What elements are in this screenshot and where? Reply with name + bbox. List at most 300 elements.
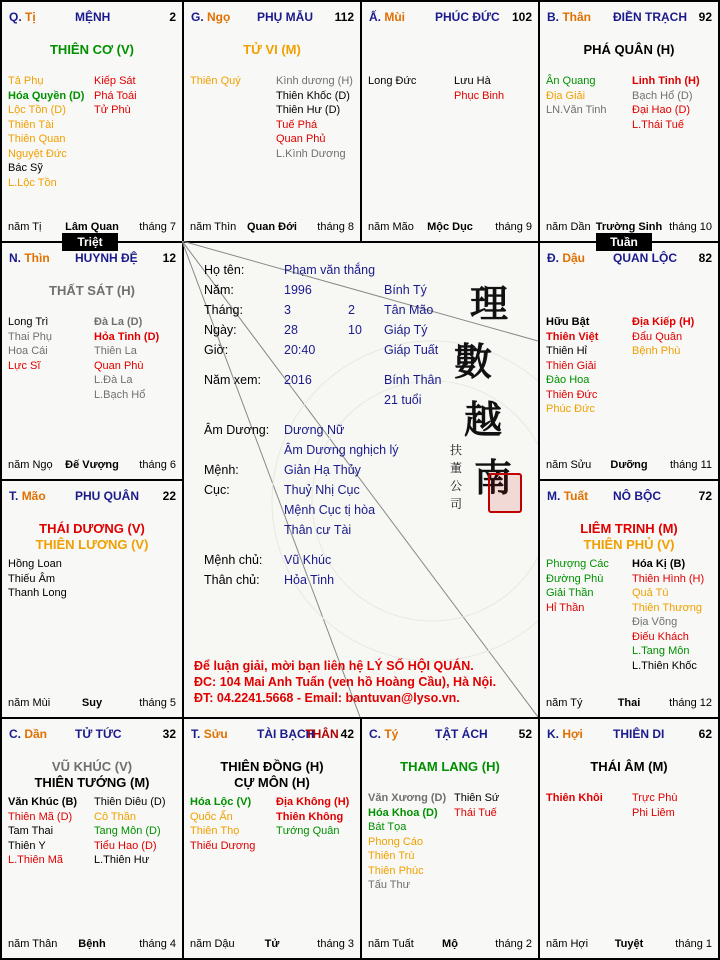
palace-header (547, 251, 712, 267)
minor-star: Thiên Việt (546, 330, 599, 343)
palace-branch: Tuất (563, 489, 589, 503)
palace-than (538, 0, 720, 243)
palace-mao (0, 479, 184, 719)
palace-year: năm Mão (368, 221, 414, 233)
palace-can: T. (9, 489, 19, 503)
main-stars (2, 283, 182, 299)
main-stars (2, 521, 182, 553)
minor-stars-right (632, 315, 694, 359)
palace-stage: Bệnh (78, 938, 106, 950)
palace-age (335, 10, 354, 24)
palace-suu (182, 717, 362, 960)
palace-ty (0, 0, 184, 243)
minor-star: Quan Phù (94, 359, 144, 372)
cuc-value: Thuỷ Nhị Cục (284, 483, 360, 497)
palace-name: TẬT ÁCH (435, 727, 488, 741)
palace-year: năm Hợi (546, 938, 589, 950)
minor-star: Văn Xương (D) (368, 792, 447, 804)
palace-age (699, 10, 712, 24)
minor-star: Thiên Quan (8, 133, 66, 145)
minor-stars-left (8, 795, 77, 868)
minor-stars-left (546, 557, 609, 615)
day-label: Ngày: (204, 323, 237, 337)
minor-star: Cô Thần (94, 810, 136, 823)
minor-star: Kình dương (H) (276, 75, 353, 87)
minor-stars-left (8, 74, 84, 190)
minor-star: Lưu Hà (454, 75, 491, 87)
palace-stage: Dưỡng (610, 459, 648, 471)
palace-year: năm Sửu (546, 459, 592, 471)
year-label: Năm: (204, 283, 234, 297)
main-star: TỬ VI (M) (243, 42, 301, 57)
palace-canchi (369, 10, 405, 24)
main-star: PHÁ QUÂN (H) (583, 42, 675, 57)
palace-can: M. (547, 489, 561, 503)
palace-footer (8, 459, 176, 473)
palace-stage: Suy (81, 697, 103, 709)
palace-header (547, 727, 712, 743)
palace-branch: Tị (25, 10, 36, 24)
palace-age-value: 52 (518, 727, 532, 741)
minor-star: Phong Cáo (368, 835, 424, 848)
minor-star: Thiên Diêu (D) (94, 796, 166, 808)
palace-canchi (547, 251, 585, 265)
main-star: THÁI DƯƠNG (V) (39, 521, 145, 536)
contact-line-1: Để luận giải, mời bạn liên hệ LÝ SỐ HỘI QUÁN. (194, 659, 474, 673)
minor-star: Bệnh Phù (632, 345, 681, 357)
palace-age-value: 42 (340, 727, 354, 741)
minor-star: Giải Thần (546, 587, 594, 599)
main-stars (362, 759, 538, 775)
minor-stars-left (8, 557, 67, 601)
palace-dau (538, 241, 720, 481)
palace-hoi (538, 717, 720, 960)
palace-month: tháng 12 (669, 697, 712, 709)
minor-star: Hỉ Thần (546, 601, 585, 614)
main-stars (2, 759, 182, 791)
palace-footer (190, 938, 354, 952)
minor-star: Đào Hoa (546, 374, 590, 386)
palace-age-value: 102 (511, 10, 532, 24)
minor-star: Hồng Loan (8, 558, 62, 570)
palace-canchi (369, 727, 398, 741)
palace-can: B. (547, 10, 559, 24)
age-value: 21 tuổi (384, 393, 422, 407)
minor-star: Kiếp Sát (94, 75, 136, 87)
palace-name: ĐIỀN TRẠCH (613, 10, 687, 24)
minor-star: Văn Khúc (B) (8, 796, 78, 808)
palace-footer (546, 697, 712, 711)
palace-branch: Mùi (384, 10, 406, 24)
minor-star: L.Thiên Mã (8, 854, 64, 866)
palace-age-value: 32 (162, 727, 176, 741)
menhchu-value: Vũ Khúc (284, 553, 332, 567)
minor-stars-left (190, 795, 255, 853)
palace-age-value: 112 (334, 10, 354, 24)
palace-footer (368, 221, 532, 235)
palace-canchi (9, 10, 36, 24)
minor-star: Địa Kiếp (H) (632, 316, 695, 328)
minor-star: Thiên La (94, 345, 137, 357)
main-star: THẤT SÁT (H) (49, 283, 135, 298)
main-star: LIÊM TRINH (M) (580, 521, 678, 536)
palace-age (699, 727, 712, 741)
contact-line-3: ĐT: 04.2241.5668 - Email: bantuvan@lyso.vn. (194, 691, 460, 705)
minor-star: Phục Binh (454, 89, 505, 102)
palace-name: NÔ BỘC (613, 489, 661, 503)
palace-header (191, 727, 354, 743)
palace-branch: Tý (384, 727, 399, 741)
menh-value: Giản Hạ Thủy (284, 463, 361, 477)
month-canchi: Tân Mão (384, 303, 434, 317)
palace-age (699, 489, 712, 503)
hour-label: Giờ: (204, 343, 229, 357)
palace-month: tháng 11 (669, 459, 712, 471)
month-lunar: 2 (348, 303, 355, 317)
minor-star: Điếu Khách (632, 630, 689, 643)
palace-footer (546, 938, 712, 952)
palace-age (169, 10, 176, 24)
minor-star: Thiên Đức (546, 388, 598, 401)
minor-star: Nguyệt Đức (8, 147, 67, 160)
palace-name: PHÚC ĐỨC (435, 10, 500, 24)
viewyear-canchi: Bính Thân (384, 373, 442, 387)
palace-can: K. (547, 727, 559, 741)
palace-month: tháng 7 (139, 221, 176, 233)
minor-star: Hóa Khoa (D) (368, 806, 438, 819)
minor-star: L.Thái Tuế (632, 118, 684, 131)
palace-can: T. (191, 727, 201, 741)
palace-year: năm Dần (546, 221, 591, 233)
palace-header (191, 10, 354, 26)
calligraphy-char-2: 數 (454, 339, 493, 384)
main-stars (540, 42, 718, 58)
palace-age (163, 489, 176, 503)
minor-stars-left (190, 74, 241, 89)
palace-stage: Lâm Quan (65, 221, 119, 233)
than-marker: THÂN (305, 727, 339, 741)
minor-stars-right (632, 557, 704, 673)
minor-stars-left (368, 791, 446, 893)
day-lunar: 10 (348, 323, 362, 337)
palace-year: năm Thân (8, 938, 58, 950)
year-value: 1996 (284, 283, 312, 297)
minor-star: Thiên Thọ (190, 825, 240, 837)
palace-name: PHỤ MẪU (257, 10, 313, 24)
palace-header (9, 727, 176, 743)
minor-star: Hoa Cái (8, 345, 48, 357)
minor-star: Tướng Quân (276, 825, 340, 837)
palace-month: tháng 9 (495, 221, 532, 233)
minor-star: Phúc Đức (546, 403, 595, 415)
palace-header (369, 727, 532, 743)
minor-star: Thái Tuế (454, 806, 497, 819)
minor-star: Ân Quang (546, 75, 596, 87)
palace-month: tháng 1 (675, 938, 712, 950)
triet-marker: Triệt (62, 233, 118, 251)
palace-age-value: 82 (698, 251, 712, 265)
minor-star: Phi Liêm (632, 806, 675, 819)
palace-branch: Thân (562, 10, 592, 24)
minor-star: Thiên Tài (8, 118, 54, 131)
palace-canchi (191, 727, 228, 741)
minor-star: Bát Tọa (368, 821, 407, 833)
palace-ti (360, 717, 540, 960)
main-star: THIÊN CƠ (V) (49, 42, 135, 57)
palace-footer (8, 697, 176, 711)
minor-stars-left (546, 315, 598, 417)
palace-stage: Tử (264, 938, 280, 950)
palace-name: TÀI BẠCH (257, 727, 315, 741)
minor-stars-left (546, 74, 607, 118)
palace-header (547, 489, 712, 505)
calligraphy-char-1: 理 (470, 281, 509, 326)
minor-star: Thai Phụ (8, 330, 53, 343)
palace-year: năm Dậu (190, 938, 235, 950)
palace-footer (368, 938, 532, 952)
main-star: CỰ MÔN (H) (234, 775, 310, 790)
palace-header (547, 10, 712, 26)
minor-star: L.Thiên Khốc (632, 659, 697, 672)
minor-star: Đẩu Quân (632, 330, 683, 343)
main-stars (2, 42, 182, 58)
cuc-note-2: Thân cư Tài (284, 523, 352, 537)
palace-can: Đ. (547, 251, 559, 265)
palace-canchi (9, 251, 50, 265)
minor-star: Thiên Trù (368, 850, 415, 862)
palace-name: PHU QUÂN (75, 489, 140, 503)
palace-canchi (547, 489, 588, 503)
main-star: THIÊN LƯƠNG (V) (35, 537, 149, 552)
year-canchi: Bính Tý (384, 283, 427, 297)
calligraphy-char-3: 越 (464, 397, 503, 442)
thanchu-value: Hỏa Tinh (284, 573, 335, 587)
palace-name: TỬ TỨC (75, 727, 122, 741)
minor-star: Thiên Sứ (454, 792, 500, 804)
minor-star: Thanh Long (8, 587, 67, 599)
main-stars (540, 759, 718, 775)
contact-line-2: ĐC: 104 Mai Anh Tuấn (ven hồ Hoàng Cầu), Hà Nội. (194, 675, 497, 689)
palace-branch: Ngọ (207, 10, 231, 24)
minor-star: Quan Phủ (276, 133, 326, 145)
palace-canchi (547, 727, 583, 741)
minor-star: Thiên Khốc (D) (276, 89, 350, 102)
main-star: THÁI ÂM (M) (590, 759, 668, 774)
palace-thin (0, 241, 184, 481)
viewyear-value: 2016 (284, 373, 312, 387)
minor-star: Thiên Y (8, 839, 46, 852)
palace-stage: Trường Sinh (595, 221, 663, 233)
palace-tuat (538, 479, 720, 719)
amduong-value: Dương Nữ (284, 423, 345, 437)
palace-branch: Dậu (562, 251, 586, 265)
month-label: Tháng: (204, 303, 243, 317)
menhchu-label: Mệnh chủ: (204, 553, 263, 567)
calligraphy-char-4: 南 (474, 455, 513, 500)
minor-star: Thiên Giải (546, 359, 597, 372)
palace-stage: Thai (617, 697, 641, 709)
minor-star: Thiên Mã (D) (8, 810, 73, 823)
minor-star: Thiên Hư (D) (276, 104, 341, 116)
minor-star: Lộc Tồn (D) (8, 104, 66, 116)
minor-star: Đường Phù (546, 572, 604, 585)
palace-month: tháng 2 (495, 938, 532, 950)
palace-year: năm Mùi (8, 697, 51, 709)
palace-canchi (547, 10, 591, 24)
palace-month: tháng 5 (139, 697, 176, 709)
main-stars (540, 521, 718, 553)
cuc-label: Cục: (204, 483, 230, 497)
palace-stage: Mộ (442, 938, 458, 950)
minor-star: Lực Sĩ (8, 359, 41, 372)
palace-can: C. (369, 727, 381, 741)
minor-stars-right (94, 795, 166, 868)
minor-star: Thiên Thương (632, 601, 703, 614)
main-star: THIÊN ĐỒNG (H) (220, 759, 324, 774)
palace-age-value: 72 (698, 489, 712, 503)
minor-star: Trực Phù (632, 792, 678, 804)
palace-branch: Dần (24, 727, 48, 741)
cuc-note-1: Mệnh Cục tị hòa (284, 503, 376, 517)
hour-value: 20:40 (284, 343, 316, 357)
minor-star: Hóa Lộc (V) (190, 796, 252, 808)
minor-star: Đà La (D) (94, 316, 143, 328)
minor-star: Hóa Quyền (D) (8, 89, 85, 102)
palace-can: Q. (9, 10, 22, 24)
palace-footer (546, 459, 712, 473)
palace-age-value: 62 (698, 727, 712, 741)
minor-star: L.Đà La (94, 374, 133, 386)
palace-can: G. (191, 10, 204, 24)
minor-stars-right (632, 791, 677, 820)
palace-age (163, 251, 176, 265)
minor-star: Thiếu Dương (190, 839, 256, 852)
name-label: Họ tên: (204, 263, 245, 277)
palace-mui (360, 0, 540, 243)
minor-star: Thiếu Âm (8, 572, 56, 585)
red-seal-stamp (488, 473, 522, 513)
minor-stars-right (94, 74, 137, 118)
main-star: THIÊN TƯỚNG (M) (34, 775, 150, 790)
minor-star: Địa Giải (546, 89, 586, 102)
minor-stars-left (546, 791, 603, 806)
palace-year: năm Ngọ (8, 459, 53, 471)
palace-can: Ấ. (369, 10, 381, 24)
palace-ngo (182, 0, 362, 243)
minor-star: Tuế Phá (276, 118, 318, 131)
palace-year: năm Tị (8, 221, 42, 233)
palace-age-value: 12 (162, 251, 176, 265)
seal-caption: 扶 董 公 司 (450, 443, 463, 511)
palace-header (9, 10, 176, 26)
minor-stars-left (368, 74, 416, 89)
minor-stars-left (8, 315, 52, 373)
minor-star: Quốc Ấn (190, 810, 233, 823)
palace-canchi (9, 489, 46, 503)
palace-year: năm Tuất (368, 938, 414, 950)
minor-star: L.Kình Dương (276, 147, 346, 160)
palace-stage: Đế Vượng (65, 459, 119, 471)
palace-header (9, 489, 176, 505)
palace-age-value: 22 (162, 489, 176, 503)
minor-star: L.Bạch Hổ (94, 388, 146, 401)
minor-star: Hỏa Tinh (D) (94, 330, 160, 343)
main-stars (184, 759, 360, 791)
minor-stars-right (276, 74, 353, 161)
minor-star: Phượng Các (546, 558, 609, 570)
main-star: THAM LANG (H) (400, 759, 500, 774)
main-stars (184, 42, 360, 58)
minor-star: Bác Sỹ (8, 162, 43, 174)
minor-star: Địa Không (H) (276, 796, 350, 808)
palace-age-value: 2 (169, 10, 176, 24)
viewyear-label: Năm xem: (204, 373, 261, 387)
palace-canchi (191, 10, 230, 24)
minor-star: Thiên Quý (190, 75, 241, 87)
main-star: THIÊN PHỦ (V) (583, 537, 675, 552)
palace-branch: Mão (21, 489, 46, 503)
palace-branch: Hợi (562, 727, 583, 741)
palace-age (305, 727, 354, 741)
minor-star: LN.Văn Tinh (546, 104, 607, 116)
palace-stage: Tuyệt (614, 938, 644, 950)
minor-stars-right (94, 315, 159, 402)
palace-can: N. (9, 251, 21, 265)
minor-star: Tử Phù (94, 104, 131, 116)
center-info-panel (182, 241, 538, 717)
palace-footer (190, 221, 354, 235)
name-value: Phạm văn thắng (284, 263, 376, 277)
palace-stage: Mộc Dục (427, 221, 473, 233)
main-star: VŨ KHÚC (V) (51, 759, 133, 774)
minor-star: Tang Môn (D) (94, 825, 161, 837)
minor-star: Hữu Bật (546, 316, 590, 328)
minor-star: Tấu Thư (368, 879, 411, 891)
minor-stars-right (632, 74, 700, 132)
palace-month: tháng 10 (669, 221, 712, 233)
palace-canchi (9, 727, 47, 741)
minor-star: Địa Võng (632, 616, 678, 628)
minor-star: Hóa Kị (B) (632, 558, 686, 570)
palace-age (519, 727, 532, 741)
palace-header (9, 251, 176, 267)
amduong-note: Âm Dương nghịch lý (284, 443, 399, 457)
palace-name: HUYNH ĐỆ (75, 251, 138, 265)
palace-name: MỆNH (75, 10, 111, 24)
day-canchi: Giáp Tý (384, 323, 428, 337)
minor-star: Long Đức (368, 75, 417, 87)
palace-branch: Thìn (24, 251, 50, 265)
palace-header (369, 10, 532, 26)
palace-year: năm Thìn (190, 221, 237, 233)
minor-stars-right (276, 795, 349, 839)
minor-star: Quả Tú (632, 587, 669, 599)
palace-branch: Sửu (203, 727, 228, 741)
day-value: 28 (284, 323, 298, 337)
minor-star: Phá Toái (94, 89, 137, 102)
tuan-marker: Tuần (596, 233, 652, 251)
palace-month: tháng 6 (139, 459, 176, 471)
palace-age (512, 10, 532, 24)
minor-star: Thiên Phúc (368, 864, 424, 877)
minor-star: Bạch Hổ (D) (632, 89, 693, 102)
palace-month: tháng 4 (139, 938, 176, 950)
minor-star: L.Thiên Hư (94, 854, 150, 866)
palace-year: năm Tý (546, 697, 583, 709)
minor-star: Tiểu Hao (D) (94, 839, 157, 852)
month-value: 3 (284, 303, 291, 317)
minor-stars-right (454, 74, 504, 103)
